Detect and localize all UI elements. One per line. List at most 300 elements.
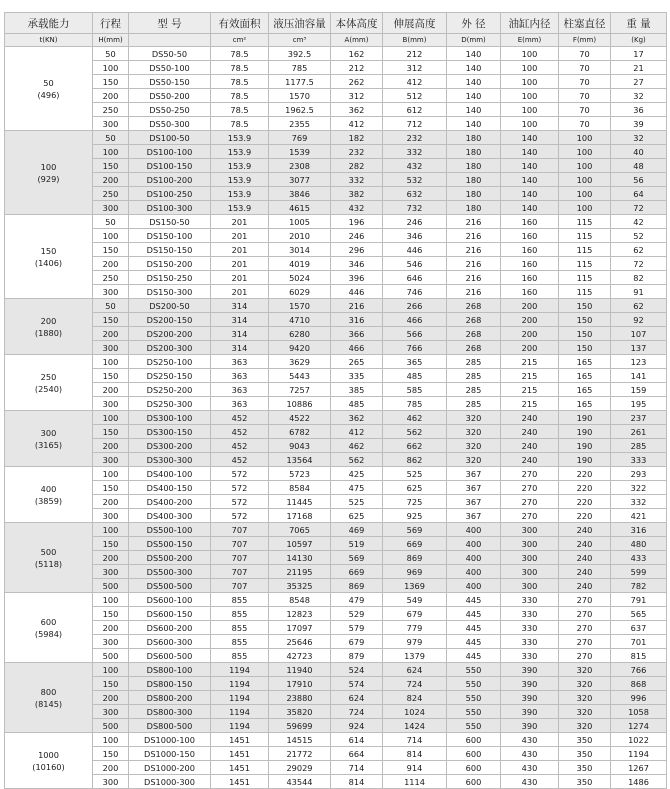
table-row xyxy=(5,621,667,635)
table-cell: 137 xyxy=(611,341,667,355)
table-cell: 212 xyxy=(383,47,447,61)
table-cell: 165 xyxy=(559,397,611,411)
table-cell: 766 xyxy=(383,341,447,355)
table-cell: 140 xyxy=(447,61,501,75)
table-cell: DS250-150 xyxy=(129,369,211,383)
table-cell: 1539 xyxy=(269,145,331,159)
capacity-cell xyxy=(5,733,93,789)
table-cell: 300 xyxy=(93,397,129,411)
table-cell: 363 xyxy=(211,369,269,383)
table-cell: 180 xyxy=(447,145,501,159)
header-row xyxy=(5,13,667,34)
table-cell: 232 xyxy=(383,131,447,145)
table-cell: 314 xyxy=(211,341,269,355)
capacity-cell xyxy=(5,467,93,523)
table-cell: 150 xyxy=(559,341,611,355)
table-cell: 1194 xyxy=(211,705,269,719)
table-cell: 1570 xyxy=(269,89,331,103)
table-cell: 190 xyxy=(559,425,611,439)
capacity-kn: (10160) xyxy=(32,761,65,772)
table-cell: 569 xyxy=(383,523,447,537)
table-cell: 59699 xyxy=(269,719,331,733)
table-cell: 200 xyxy=(93,691,129,705)
table-cell: 1379 xyxy=(383,649,447,663)
table-cell: 201 xyxy=(211,243,269,257)
table-cell: 43544 xyxy=(269,775,331,789)
table-cell: 390 xyxy=(501,719,559,733)
table-cell: DS300-150 xyxy=(129,425,211,439)
table-cell: 330 xyxy=(501,635,559,649)
column-header: 油缸内径 xyxy=(501,13,559,34)
capacity-tons: 50 xyxy=(43,77,54,88)
table-cell: 250 xyxy=(93,103,129,117)
table-cell: 27 xyxy=(611,75,667,89)
table-cell: 11445 xyxy=(269,495,331,509)
table-cell: 42 xyxy=(611,215,667,229)
capacity-tons: 1000 xyxy=(38,749,59,760)
table-cell: 201 xyxy=(211,229,269,243)
table-cell: 566 xyxy=(383,327,447,341)
column-unit: t(KN) xyxy=(5,34,93,47)
table-row xyxy=(5,677,667,691)
table-cell: 50 xyxy=(93,131,129,145)
table-cell: 5024 xyxy=(269,271,331,285)
table-cell: 585 xyxy=(383,383,447,397)
table-row xyxy=(5,439,667,453)
table-cell: 485 xyxy=(383,369,447,383)
table-cell: 549 xyxy=(383,593,447,607)
table-cell: 220 xyxy=(559,481,611,495)
table-cell: 367 xyxy=(447,467,501,481)
table-cell: 162 xyxy=(331,47,383,61)
table-cell: 153.9 xyxy=(211,131,269,145)
table-cell: 140 xyxy=(501,173,559,187)
table-cell: 572 xyxy=(211,467,269,481)
table-cell: 565 xyxy=(611,607,667,621)
table-cell: 480 xyxy=(611,537,667,551)
table-cell: 62 xyxy=(611,243,667,257)
table-cell: 200 xyxy=(501,299,559,313)
table-row xyxy=(5,159,667,173)
table-row xyxy=(5,341,667,355)
table-cell: 3846 xyxy=(269,187,331,201)
table-cell: 550 xyxy=(447,719,501,733)
table-row xyxy=(5,89,667,103)
table-cell: 707 xyxy=(211,537,269,551)
table-cell: 879 xyxy=(331,649,383,663)
table-cell: 285 xyxy=(447,397,501,411)
column-unit: cm² xyxy=(211,34,269,47)
column-unit xyxy=(129,34,211,47)
table-cell: 300 xyxy=(501,523,559,537)
table-cell: 215 xyxy=(501,397,559,411)
table-cell: DS500-500 xyxy=(129,579,211,593)
table-cell: 141 xyxy=(611,369,667,383)
table-row xyxy=(5,719,667,733)
column-header: 重 量 xyxy=(611,13,667,34)
table-cell: 300 xyxy=(93,565,129,579)
table-cell: DS100-100 xyxy=(129,145,211,159)
table-row xyxy=(5,229,667,243)
table-cell: 346 xyxy=(331,257,383,271)
table-row xyxy=(5,635,667,649)
table-cell: DS50-250 xyxy=(129,103,211,117)
table-cell: 70 xyxy=(559,117,611,131)
table-row xyxy=(5,47,667,61)
table-cell: 268 xyxy=(447,299,501,313)
table-cell: 445 xyxy=(447,593,501,607)
table-row xyxy=(5,257,667,271)
table-cell: 78.5 xyxy=(211,61,269,75)
table-cell: 50 xyxy=(93,299,129,313)
table-cell: 1194 xyxy=(211,663,269,677)
table-row xyxy=(5,579,667,593)
table-cell: 200 xyxy=(501,327,559,341)
table-cell: 270 xyxy=(501,509,559,523)
table-cell: DS400-100 xyxy=(129,467,211,481)
table-cell: 100 xyxy=(559,201,611,215)
table-cell: DS100-50 xyxy=(129,131,211,145)
table-cell: 390 xyxy=(501,677,559,691)
table-row xyxy=(5,467,667,481)
table-cell: 1962.5 xyxy=(269,103,331,117)
table-cell: 430 xyxy=(501,761,559,775)
table-cell: 452 xyxy=(211,439,269,453)
table-cell: 855 xyxy=(211,635,269,649)
capacity-kn: (2540) xyxy=(34,383,63,394)
table-cell: 320 xyxy=(447,425,501,439)
table-cell: 430 xyxy=(501,747,559,761)
table-cell: 201 xyxy=(211,271,269,285)
table-cell: 100 xyxy=(93,61,129,75)
table-cell: 390 xyxy=(501,691,559,705)
table-cell: 1267 xyxy=(611,761,667,775)
table-cell: 714 xyxy=(383,733,447,747)
table-cell: 322 xyxy=(611,481,667,495)
capacity-tons: 250 xyxy=(40,371,57,382)
table-row xyxy=(5,285,667,299)
table-cell: 300 xyxy=(501,537,559,551)
table-cell: 123 xyxy=(611,355,667,369)
table-cell: 791 xyxy=(611,593,667,607)
table-cell: DS50-150 xyxy=(129,75,211,89)
table-cell: 270 xyxy=(501,481,559,495)
table-cell: 485 xyxy=(331,397,383,411)
table-cell: 925 xyxy=(383,509,447,523)
table-cell: 250 xyxy=(93,187,129,201)
table-cell: 6280 xyxy=(269,327,331,341)
table-cell: 614 xyxy=(331,733,383,747)
table-cell: 100 xyxy=(501,75,559,89)
table-cell: 72 xyxy=(611,201,667,215)
table-cell: 1194 xyxy=(611,747,667,761)
table-cell: 1022 xyxy=(611,733,667,747)
table-cell: 1369 xyxy=(383,579,447,593)
table-row xyxy=(5,355,667,369)
table-cell: 100 xyxy=(93,733,129,747)
table-cell: 100 xyxy=(93,523,129,537)
table-cell: 367 xyxy=(447,481,501,495)
table-cell: 240 xyxy=(559,579,611,593)
table-cell: 712 xyxy=(383,117,447,131)
table-cell: 612 xyxy=(383,103,447,117)
table-cell: 814 xyxy=(383,747,447,761)
table-cell: 525 xyxy=(331,495,383,509)
table-cell: 332 xyxy=(331,173,383,187)
table-cell: 285 xyxy=(447,383,501,397)
table-cell: 430 xyxy=(501,733,559,747)
capacity-kn: (3859) xyxy=(34,495,63,506)
capacity-cell xyxy=(5,215,93,299)
table-cell: DS1000-200 xyxy=(129,761,211,775)
table-cell: 246 xyxy=(383,215,447,229)
table-cell: 562 xyxy=(383,425,447,439)
table-cell: 452 xyxy=(211,453,269,467)
table-cell: 40 xyxy=(611,145,667,159)
table-cell: 200 xyxy=(93,89,129,103)
table-cell: 646 xyxy=(383,271,447,285)
unit-row xyxy=(5,34,667,47)
table-cell: 550 xyxy=(447,705,501,719)
table-cell: 412 xyxy=(331,425,383,439)
table-cell: 4615 xyxy=(269,201,331,215)
table-cell: 367 xyxy=(447,495,501,509)
table-cell: 600 xyxy=(447,733,501,747)
table-cell: 1451 xyxy=(211,747,269,761)
table-cell: 924 xyxy=(331,719,383,733)
table-cell: 320 xyxy=(447,411,501,425)
table-row xyxy=(5,551,667,565)
table-cell: 182 xyxy=(331,131,383,145)
table-cell: 572 xyxy=(211,509,269,523)
table-cell: 150 xyxy=(93,425,129,439)
table-cell: 320 xyxy=(559,705,611,719)
table-cell: 165 xyxy=(559,383,611,397)
table-cell: 200 xyxy=(93,439,129,453)
table-cell: 160 xyxy=(501,215,559,229)
table-cell: 462 xyxy=(383,411,447,425)
table-cell: 782 xyxy=(611,579,667,593)
table-cell: 365 xyxy=(383,355,447,369)
table-cell: 180 xyxy=(447,187,501,201)
table-row xyxy=(5,593,667,607)
table-cell: 220 xyxy=(559,495,611,509)
capacity-tons: 500 xyxy=(40,546,57,557)
table-cell: 624 xyxy=(331,691,383,705)
table-row xyxy=(5,201,667,215)
capacity-tons: 600 xyxy=(40,616,57,627)
table-cell: 569 xyxy=(331,551,383,565)
table-cell: 314 xyxy=(211,299,269,313)
table-cell: 969 xyxy=(383,565,447,579)
table-cell: 17910 xyxy=(269,677,331,691)
table-cell: 1005 xyxy=(269,215,331,229)
table-cell: DS150-250 xyxy=(129,271,211,285)
table-cell: 525 xyxy=(383,467,447,481)
table-cell: 814 xyxy=(331,775,383,789)
table-cell: 769 xyxy=(269,131,331,145)
table-cell: DS200-300 xyxy=(129,341,211,355)
table-cell: 268 xyxy=(447,313,501,327)
table-cell: 270 xyxy=(559,593,611,607)
table-cell: 150 xyxy=(93,159,129,173)
table-cell: 216 xyxy=(447,215,501,229)
table-cell: 265 xyxy=(331,355,383,369)
table-row xyxy=(5,369,667,383)
table-cell: 115 xyxy=(559,271,611,285)
table-row xyxy=(5,397,667,411)
table-cell: 180 xyxy=(447,201,501,215)
table-cell: DS200-150 xyxy=(129,313,211,327)
table-cell: 160 xyxy=(501,229,559,243)
capacity-kn: (8145) xyxy=(34,698,63,709)
table-cell: 201 xyxy=(211,257,269,271)
table-cell: 100 xyxy=(93,593,129,607)
table-cell: 14515 xyxy=(269,733,331,747)
table-cell: 9420 xyxy=(269,341,331,355)
table-cell: DS400-300 xyxy=(129,509,211,523)
column-unit: F(mm) xyxy=(559,34,611,47)
table-cell: 115 xyxy=(559,257,611,271)
table-cell: 350 xyxy=(559,747,611,761)
table-cell: 240 xyxy=(559,537,611,551)
capacity-kn: (5118) xyxy=(34,558,63,569)
capacity-tons: 400 xyxy=(40,483,57,494)
capacity-tons: 300 xyxy=(40,427,57,438)
table-cell: 195 xyxy=(611,397,667,411)
table-cell: 140 xyxy=(447,103,501,117)
table-cell: 412 xyxy=(331,117,383,131)
table-cell: DS400-150 xyxy=(129,481,211,495)
table-cell: 200 xyxy=(93,761,129,775)
table-cell: 50 xyxy=(93,47,129,61)
column-unit: E(mm) xyxy=(501,34,559,47)
table-cell: 330 xyxy=(501,649,559,663)
table-cell: 180 xyxy=(447,131,501,145)
table-cell: 201 xyxy=(211,285,269,299)
table-cell: 1024 xyxy=(383,705,447,719)
table-cell: 39 xyxy=(611,117,667,131)
table-cell: 246 xyxy=(331,229,383,243)
table-cell: 200 xyxy=(501,313,559,327)
column-unit: H(mm) xyxy=(93,34,129,47)
table-cell: 150 xyxy=(559,313,611,327)
table-cell: 724 xyxy=(383,677,447,691)
table-cell: 240 xyxy=(559,565,611,579)
table-cell: 270 xyxy=(501,495,559,509)
table-row xyxy=(5,313,667,327)
table-cell: 637 xyxy=(611,621,667,635)
table-cell: 1451 xyxy=(211,761,269,775)
table-cell: 160 xyxy=(501,285,559,299)
table-cell: 300 xyxy=(93,705,129,719)
table-cell: 100 xyxy=(501,117,559,131)
table-cell: DS1000-100 xyxy=(129,733,211,747)
table-cell: 469 xyxy=(331,523,383,537)
table-cell: 159 xyxy=(611,383,667,397)
table-cell: 350 xyxy=(559,761,611,775)
table-cell: 320 xyxy=(559,719,611,733)
table-cell: 869 xyxy=(383,551,447,565)
table-cell: 36 xyxy=(611,103,667,117)
table-cell: 400 xyxy=(447,537,501,551)
table-cell: 32 xyxy=(611,131,667,145)
table-cell: 10886 xyxy=(269,397,331,411)
table-cell: 190 xyxy=(559,453,611,467)
table-cell: 100 xyxy=(501,103,559,117)
capacity-kn: (1406) xyxy=(34,257,63,268)
table-cell: DS300-100 xyxy=(129,411,211,425)
table-cell: 160 xyxy=(501,243,559,257)
table-row xyxy=(5,453,667,467)
table-cell: 314 xyxy=(211,313,269,327)
table-cell: 1451 xyxy=(211,775,269,789)
table-cell: 240 xyxy=(501,411,559,425)
table-cell: DS500-200 xyxy=(129,551,211,565)
table-row xyxy=(5,481,667,495)
table-cell: 115 xyxy=(559,215,611,229)
table-cell: 724 xyxy=(331,705,383,719)
table-row xyxy=(5,271,667,285)
table-cell: 466 xyxy=(383,313,447,327)
table-cell: 153.9 xyxy=(211,201,269,215)
table-row xyxy=(5,607,667,621)
capacity-kn: (1880) xyxy=(34,327,63,338)
table-row xyxy=(5,117,667,131)
table-row xyxy=(5,215,667,229)
table-cell: DS600-300 xyxy=(129,635,211,649)
table-cell: 180 xyxy=(447,173,501,187)
table-cell: DS800-100 xyxy=(129,663,211,677)
table-cell: 100 xyxy=(559,145,611,159)
table-cell: 153.9 xyxy=(211,145,269,159)
table-cell: 140 xyxy=(447,89,501,103)
table-cell: 479 xyxy=(331,593,383,607)
capacity-tons: 200 xyxy=(40,315,57,326)
table-cell: 1194 xyxy=(211,677,269,691)
table-cell: 150 xyxy=(93,537,129,551)
table-cell: 115 xyxy=(559,229,611,243)
table-row xyxy=(5,495,667,509)
table-cell: 216 xyxy=(447,229,501,243)
table-cell: 396 xyxy=(331,271,383,285)
table-row xyxy=(5,537,667,551)
table-cell: 240 xyxy=(559,523,611,537)
table-cell: 35325 xyxy=(269,579,331,593)
table-cell: 165 xyxy=(559,369,611,383)
table-cell: 268 xyxy=(447,341,501,355)
table-cell: DS500-100 xyxy=(129,523,211,537)
table-cell: 216 xyxy=(447,243,501,257)
table-cell: 300 xyxy=(501,565,559,579)
table-cell: 707 xyxy=(211,523,269,537)
table-cell: 29029 xyxy=(269,761,331,775)
table-cell: 115 xyxy=(559,285,611,299)
table-cell: 261 xyxy=(611,425,667,439)
table-cell: 312 xyxy=(331,89,383,103)
table-cell: 100 xyxy=(559,173,611,187)
table-cell: 445 xyxy=(447,649,501,663)
capacity-cell xyxy=(5,523,93,593)
table-cell: 392.5 xyxy=(269,47,331,61)
table-cell: 363 xyxy=(211,383,269,397)
column-unit: (Kg) xyxy=(611,34,667,47)
capacity-cell xyxy=(5,411,93,467)
table-cell: 240 xyxy=(501,425,559,439)
table-cell: 432 xyxy=(331,201,383,215)
table-cell: DS1000-300 xyxy=(129,775,211,789)
table-cell: 367 xyxy=(447,509,501,523)
